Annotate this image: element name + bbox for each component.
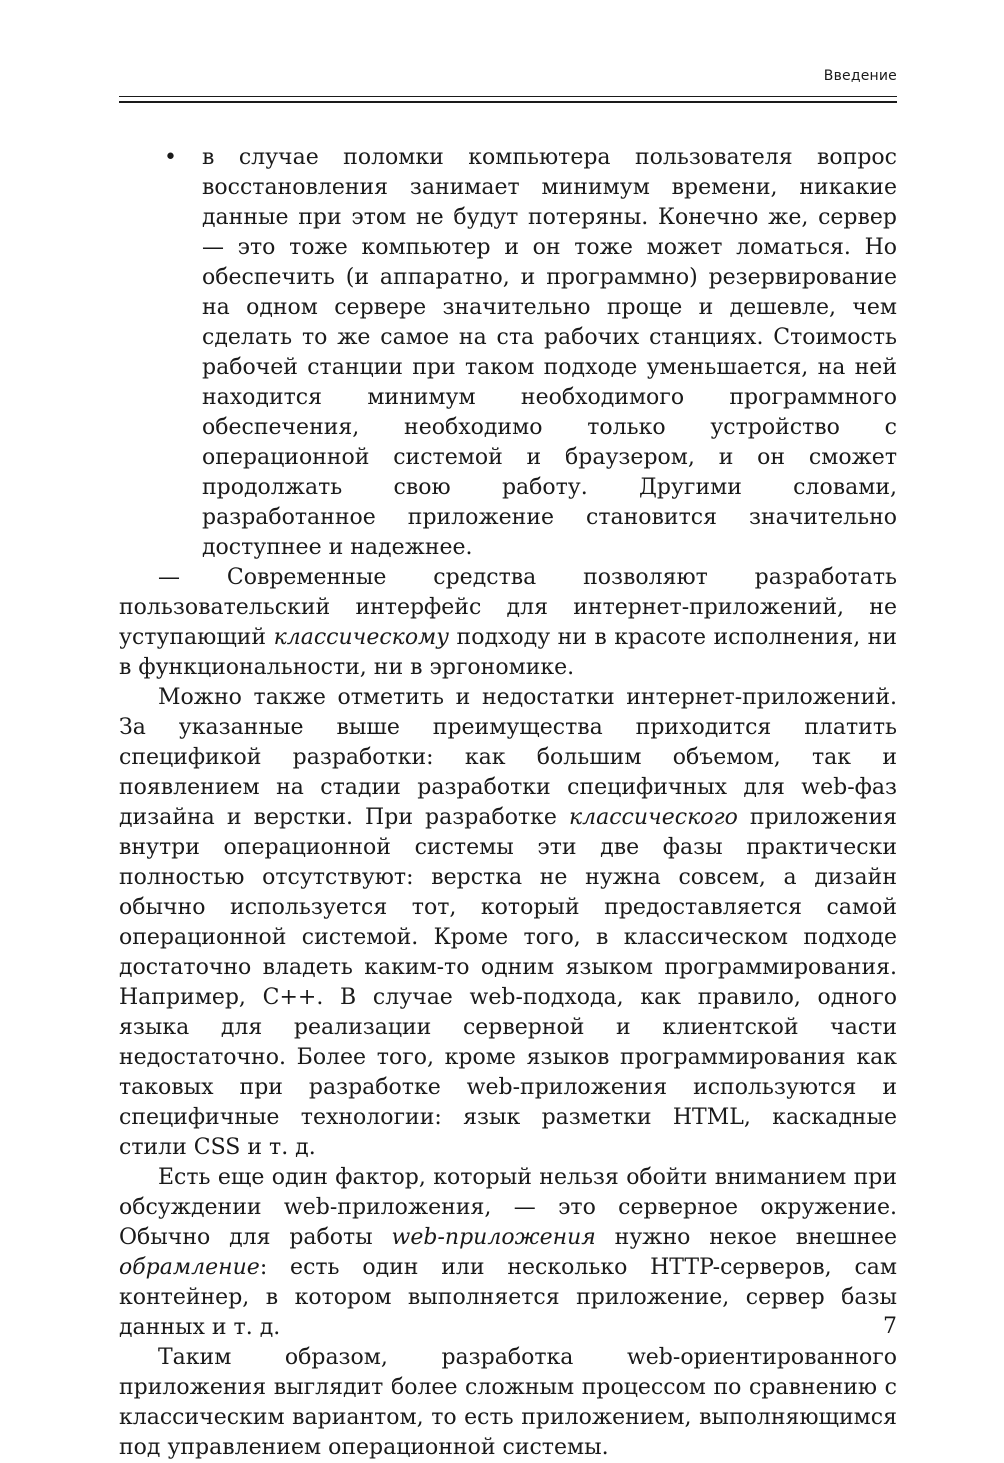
paragraph-text: — Современные средства позволяют разработать пользовательский интерфейс для интернет-приложений, не уступающий (119, 565, 897, 650)
header-rule-thin (119, 96, 897, 97)
paragraph-drawbacks (119, 683, 897, 1163)
paragraph-modern-tools (119, 563, 897, 683)
paragraph-text: подходу ни в красоте исполнения, ни в функциональности, ни в эргономике. (119, 625, 897, 680)
body-text (119, 143, 897, 1463)
bullet-icon: • (164, 145, 177, 170)
header-rule-thick (119, 101, 897, 103)
bullet-text: в случае поломки компьютера пользователя вопрос восстановления занимает минимум времени, никакие данные при этом не будут потеряны. Конечно же, сервер — это тоже компьютер и он тоже может ломаться. Но обеспечить (и аппаратно, и программно) резервирование на одном сервере значительно проще и дешевле, чем сделать то же самое на ста рабочих станциях. Стоимость рабочей станции при таком подходе уменьшается, на ней находится минимум необходимого программного обеспечения, необходимо только устройство с операционной системой и браузером, и он сможет продолжать свою работу. Другими словами, разработанное приложение становится значительно доступнее и надежнее. (202, 145, 897, 560)
emphasis-text: классическому (273, 625, 450, 650)
paragraph-server-environment (119, 1163, 897, 1343)
emphasis-text: обрамление (119, 1255, 260, 1280)
bullet-item (119, 143, 897, 563)
paragraph-text: Можно также отметить и недостатки интернет-приложений. За указанные выше преимущества приходится платить спецификой разработки: как большим объемом, так и появлением на стадии разработки специфичных для web-фаз дизайна и верстки. При разработке (119, 685, 897, 830)
emphasis-text: классического (568, 805, 738, 830)
paragraph-text: нужно некое внешнее (595, 1225, 898, 1250)
running-header-title: Введение (823, 68, 897, 84)
paragraph-text: Есть еще один фактор, который нельзя обойти вниманием при обсуждении web-приложения, — это серверное окружение. Обычно для работы (119, 1165, 897, 1250)
paragraph-text: приложения внутри операционной системы эти две фазы практически полностью отсутствуют: верстка не нужна совсем, а дизайн обычно используется тот, который предоставляется самой операционной системой. Кроме того, в классическом подходе достаточно владеть каким-то одним языком программирования. Например, С++. В случае web-подхода, как правило, одного языка для реализации серверной и клиентской части недостаточно. Более того, кроме языков программирования как таковых при разработке web-приложения используются и специфичные технологии: язык разметки HTML, каскадные стили CSS и т. д. (119, 805, 897, 1160)
emphasis-text: web-приложения (391, 1225, 596, 1250)
paragraph-text: : есть один или несколько HTTP-серверов, сам контейнер, в котором выполняется приложение, сервер базы данных и т. д. (119, 1255, 897, 1340)
page-number: 7 (883, 1314, 897, 1339)
paragraph-conclusion: Таким образом, разработка web-ориентированного приложения выглядит более сложным процессом по сравнению с классическим вариантом, то есть приложением, выполняющимся под управлением операционной системы. (119, 1345, 897, 1460)
